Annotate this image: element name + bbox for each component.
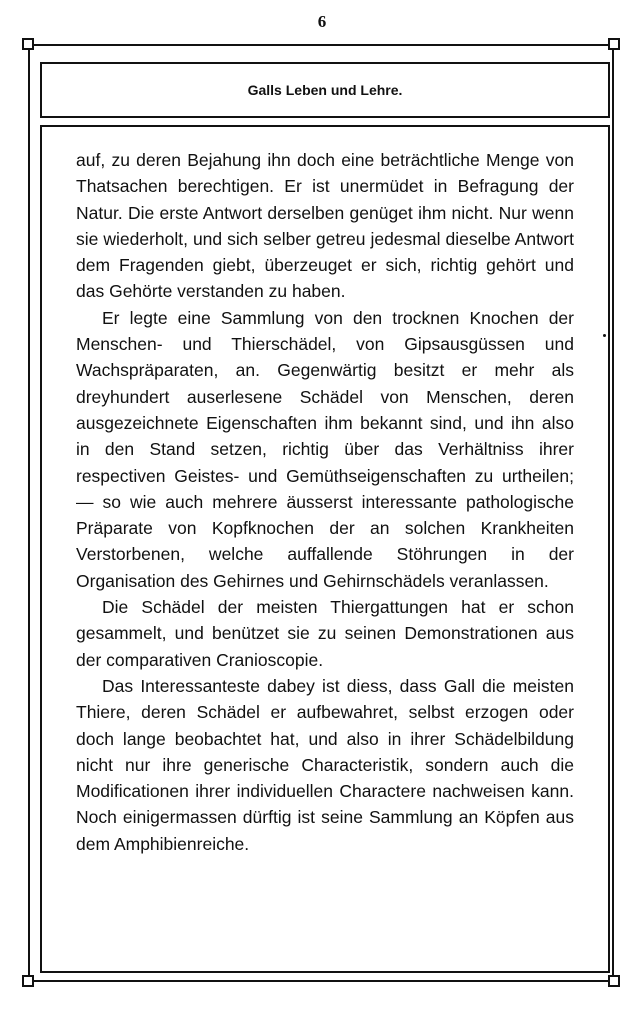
page-number: 6 bbox=[317, 12, 327, 31]
corner-ornament-top-right bbox=[608, 38, 620, 50]
corner-ornament-bottom-right bbox=[608, 975, 620, 987]
corner-ornament-bottom-left bbox=[22, 975, 34, 987]
corner-ornament-top-left bbox=[22, 38, 34, 50]
paragraph-3: Die Schädel der meisten Thiergattungen hat er schon gesammelt, und benützet sie zu seinen Demonstrationen aus der comparativen Cranioscopie. bbox=[76, 597, 574, 670]
paragraph-2: Er legte eine Sammlung von den trocknen Knochen der Menschen- und Thierschädel, von Gipsausgüssen und Wachspräparaten, an. Gegenwärtig besitzt er mehr als dreyhundert auserlesene Schädel von Menschen, deren ausgezeichnete Eigenschaften ihm bekannt sind, und ihn also in den Stand setzen, richtig über das Verhältniss ihrer respectiven Geistes- und Gemüthseigenschaften zu urtheilen; — so wie auch mehrere äusserst interessante pathologische Präparate von Kopfknochen der an solchen Krankheiten Verstorbenen, welche auffallende Stöhrungen in der Organisation des Gehirnes und Gehirnschädels veranlassen. bbox=[76, 307, 574, 591]
paragraph-1: auf, zu deren Bejahung ihn doch eine beträchtliche Menge von Thatsachen berechtigen. Er ist unermüdet in Befragung der Natur. Die erste Antwort derselben genüget ihm nicht. Nur wenn sie wiederholt, und sich selber getreu jedesmal dieselbe Antwort dem Fragenden giebt, überzeuget er sich, richtig gehört und das Gehörte verstanden zu haben. bbox=[76, 150, 574, 302]
paragraph-4: Das Interessanteste dabey ist diess, dass Gall die meisten Thiere, deren Schädel er aufbewahret, selbst erzogen oder doch lange beobachtet hat, und also in ihrer Schädelbildung nicht nur ihre generische Characteristik, sondern auch die Modificationen ihrer individuellen Charactere nachweisen kann. Noch einigermassen dürftig ist seine Sammlung an Köpfen aus dem Amphibienreiche. bbox=[76, 675, 574, 854]
running-head-box bbox=[40, 62, 610, 118]
body-text-frame bbox=[40, 125, 610, 973]
margin-speck bbox=[603, 334, 606, 337]
running-head: Galls Leben und Lehre. bbox=[247, 82, 403, 98]
body-text bbox=[76, 147, 574, 857]
